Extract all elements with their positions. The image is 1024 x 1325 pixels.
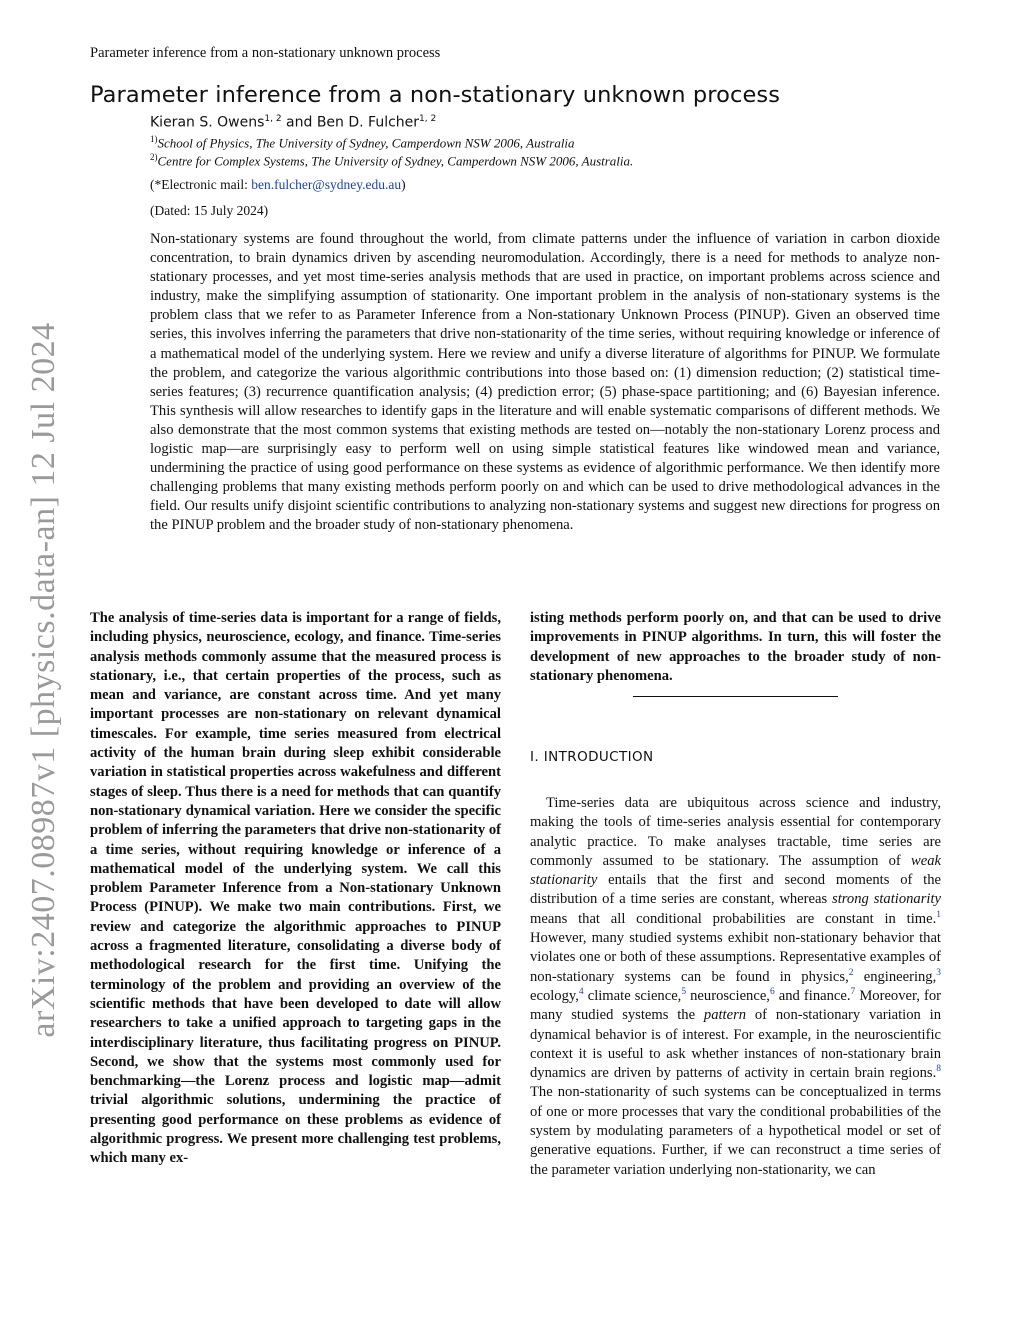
author-name: Ben D. Fulcher xyxy=(316,114,420,131)
intro-text: climate science, xyxy=(583,987,682,1004)
intro-text: However, many studied systems exhibit non-stationary behavior that violates one or both of these assumptions. Representative examples of non-stationary systems can be found in physics, xyxy=(530,930,941,985)
affiliation-line xyxy=(150,152,633,169)
affiliation-line xyxy=(150,134,575,151)
intro-text: Time-series data are ubiquitous across science and industry, making the tools of time-series analysis essential for contemporary analytic practice. To make analyses tractable, time series are commonly assumed to be stationary. The assumption of xyxy=(530,795,941,869)
citation-link[interactable]: 7 xyxy=(850,987,856,998)
intro-text: The non-stationarity of such systems can be conceptualized in terms of one or more processes that vary the conditional probabilities of the system by modulating parameters of a hypothetical model or set of generative equations. Further, if we can reconstruct a time series of the parameter variation underlying non-stationarity, we can xyxy=(530,1084,941,1178)
email-link[interactable]: ben.fulcher@sydney.edu.au xyxy=(251,177,402,192)
section-heading-introduction: I. INTRODUCTION xyxy=(530,749,654,765)
running-header: Parameter inference from a non-stationary unknown process xyxy=(90,45,441,61)
arxiv-identifier[interactable]: arXiv:2407.08987v1 [physics.data-an] 12 Jul 2024 xyxy=(25,322,62,1038)
lead-paragraph-right: isting methods perform poorly on, and that can be used to drive improvements in PINUP algorithms. In turn, this will foster the development of new approaches to the broader study of non-stationary phenomena. xyxy=(530,610,941,684)
author-list xyxy=(150,114,436,131)
citation-link[interactable]: 6 xyxy=(769,987,775,998)
email-suffix: ) xyxy=(401,177,406,192)
intro-emphasis: weak stationarity xyxy=(530,852,941,889)
abstract: Non-stationary systems are found throughout the world, from climate patterns under the influence of variation in carbon dioxide concentration, to brain dynamics driven by ascending neuromodulation. Accordingly, there is a need for methods to analyze non-stationary processes, and yet most time-series analysis methods that are used in practice, on important problems across science and industry, make the simplifying assumption of stationarity. One important problem in the analysis of non-stationary systems is the problem class that we refer to as Parameter Inference from a Non-stationary Unknown Process (PINUP). Given an observed time series, this involves inferring the parameters that drive non-stationarity of the time series, without requiring knowledge or inference of a mathematical model of the underlying system. Here we review and unify a diverse literature of algorithms for PINUP. We formulate the problem, and categorize the various algorithmic contributions into those based on: (1) dimension reduction; (2) statistical time-series features; (3) recurrence quantification analysis; (4) prediction error; (5) phase-space partitioning; and (6) Bayesian inference. This synthesis will allow researches to identify gaps in the literature and will enable systematic comparisons of different methods. We also demonstrate that the most common systems that existing methods are tested on—notably the non-stationary Lorenz process and logistic map—are surprisingly easy to perform well on using simple statistical features like windowed mean and variance, undermining the practice of using good performance on these systems as evidence of algorithmic performance. We then identify more challenging problems that many existing methods perform poorly on and which can be used to drive methodological advances in the field. Our results unify disjoint scientific contributions to analyzing non-stationary systems and suggest new directions for progress on the PINUP problem and the broader study of non-stationary phenomena. xyxy=(150,231,940,534)
affiliation-text: Centre for Complex Systems, The University of Sydney, Camperdown NSW 2006, Australia. xyxy=(157,153,634,169)
introduction-paragraph xyxy=(530,794,941,1180)
author-conjunction: and xyxy=(281,114,317,131)
intro-text: engineering, xyxy=(853,968,937,985)
citation-link[interactable]: 5 xyxy=(681,987,687,998)
paper-title: Parameter inference from a non-stationary unknown process xyxy=(90,82,781,108)
citation-link[interactable]: 3 xyxy=(936,967,941,978)
lead-paragraph-left: The analysis of time-series data is important for a range of fields, including physics, neuroscience, ecology, and finance. Time-series analysis methods commonly assume that the measured process is stationary, i.e., that certain properties of the process, such as mean and variance, are constant across time. And yet many important processes are non-stationary on relevant dynamical timescales. For example, time series measured from electrical activity of the human brain during sleep exhibit considerable variation in statistical properties across wakefulness and different stages of sleep. Thus there is a need for methods that can quantify non-stationary dynamical variation. Here we consider the specific problem of inferring the parameters that drive non-stationarity of a time series, without requiring knowledge or inference of a mathematical model of the underlying system. We call this problem Parameter Inference from a Non-stationary Unknown Process (PINUP). We make two main contributions. First, we review and categorize the algorithmic approaches to PINUP across a fragmented literature, consolidating a diverse body of methodological research for the first time. Unifying the terminology of the problem and providing an overview of the scientific methods that have been developed to date will allow researchers to take a unified approach to targeting gaps in the interdisciplinary literature, thus facilitating progress on PINUP. Second, we show that the systems most commonly used for benchmarking—the Lorenz process and logistic map—admit trivial algorithmic solutions, undermining the practice of presenting good performance on these problems as evidence of algorithmic progress. We present more challenging test problems, which many ex- xyxy=(90,610,501,1167)
intro-text: entails that the first and second moments of the distribution of a time series are constant, whereas xyxy=(530,872,941,908)
citation-link[interactable]: 4 xyxy=(578,987,584,998)
intro-emphasis: pattern xyxy=(703,1007,747,1024)
intro-text: and finance. xyxy=(774,987,851,1004)
email-prefix: (*Electronic mail: xyxy=(150,177,252,192)
affiliation-number: 1) xyxy=(150,134,158,144)
affiliation-marker: 1, 2 xyxy=(264,114,282,124)
intro-emphasis: strong stationarity xyxy=(832,891,941,908)
intro-text: means that all conditional probabilities are constant in time. xyxy=(530,910,937,927)
affiliation-number: 2) xyxy=(150,152,158,162)
author-name: Kieran S. Owens xyxy=(150,114,265,131)
affiliation-marker: 1, 2 xyxy=(419,114,437,124)
intro-text: ecology, xyxy=(530,987,579,1004)
intro-text: Moreover, for many studied systems the xyxy=(530,987,942,1024)
citation-link[interactable]: 1 xyxy=(936,909,941,920)
email-line xyxy=(150,177,406,193)
affiliation-text: School of Physics, The University of Sydney, Camperdown NSW 2006, Australia xyxy=(157,135,575,151)
citation-link[interactable]: 2 xyxy=(848,967,854,978)
dated-line: (Dated: 15 July 2024) xyxy=(150,203,269,218)
intro-text: of non-stationary variation in dynamical behavior is of interest. For example, in the neuroscientific context it is useful to ask whether instances of non-stationary brain dynamics are driven by patterns of activity in certain brain regions. xyxy=(530,1007,941,1082)
section-divider xyxy=(633,696,838,697)
intro-text: neuroscience, xyxy=(686,987,770,1004)
citation-link[interactable]: 8 xyxy=(936,1064,941,1075)
